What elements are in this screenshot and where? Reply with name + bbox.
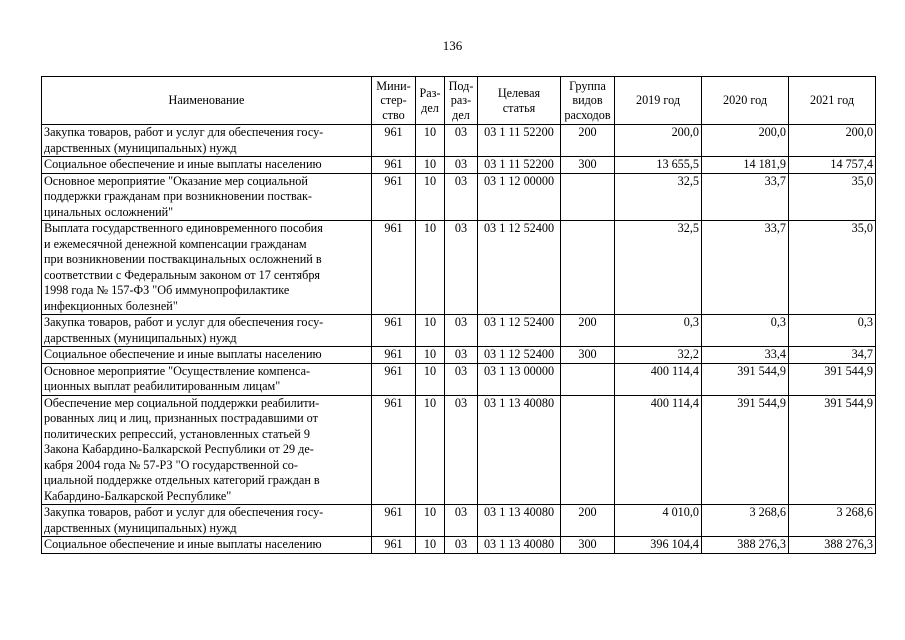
row-section: 10 <box>416 125 445 157</box>
header-2019: 2019 год <box>615 77 702 125</box>
row-2021: 34,7 <box>789 347 876 364</box>
header-ministry-line: Мини- <box>376 78 411 93</box>
row-2020: 200,0 <box>702 125 789 157</box>
row-name-line: Закупка товаров, работ и услуг для обеспечения госу- <box>44 125 324 139</box>
header-section-line: Раз- <box>419 86 441 100</box>
row-target: 03 1 13 00000 <box>478 363 561 395</box>
row-name-line: Основное мероприятие "Осуществление компенса- <box>44 363 311 378</box>
row-2021: 3 268,6 <box>789 505 876 537</box>
row-2019: 396 104,4 <box>615 537 702 554</box>
row-section: 10 <box>416 395 445 505</box>
row-target: 03 1 12 00000 <box>478 173 561 221</box>
row-2020: 388 276,3 <box>702 537 789 554</box>
row-2020: 33,7 <box>702 221 789 315</box>
row-name-line: Социальное обеспечение и иные выплаты населению <box>44 537 322 551</box>
row-section: 10 <box>416 157 445 174</box>
row-2019: 4 010,0 <box>615 505 702 537</box>
row-subsection: 03 <box>445 157 478 174</box>
row-ministry: 961 <box>372 157 416 174</box>
row-ministry: 961 <box>372 363 416 395</box>
header-group-line: видов <box>572 93 603 108</box>
row-name-cell <box>42 505 372 537</box>
row-subsection: 03 <box>445 315 478 347</box>
header-ministry-line: стер- <box>380 93 407 108</box>
header-subsection-line: раз- <box>450 93 472 108</box>
table-row <box>42 315 876 347</box>
row-target: 03 1 12 52400 <box>478 347 561 364</box>
row-name-line: Социальное обеспечение и иные выплаты населению <box>44 347 322 361</box>
row-ministry: 961 <box>372 221 416 315</box>
header-group-line: расходов <box>564 107 611 122</box>
row-section: 10 <box>416 315 445 347</box>
row-section: 10 <box>416 505 445 537</box>
row-ministry: 961 <box>372 505 416 537</box>
row-subsection: 03 <box>445 173 478 221</box>
row-target: 03 1 13 40080 <box>478 395 561 505</box>
row-name-line: Закупка товаров, работ и услуг для обеспечения госу- <box>44 505 324 519</box>
row-2021: 14 757,4 <box>789 157 876 174</box>
row-subsection: 03 <box>445 537 478 554</box>
row-name-cell <box>42 157 372 174</box>
row-ministry: 961 <box>372 315 416 347</box>
row-name-line: Обеспечение мер социальной поддержки реабилити- <box>44 395 320 410</box>
row-name-line: и ежемесячной денежной компенсации гражданам <box>44 236 307 251</box>
header-ministry <box>372 77 416 125</box>
row-section: 10 <box>416 173 445 221</box>
header-group-line: Группа <box>569 78 606 93</box>
row-group: 300 <box>561 157 615 174</box>
row-2021: 35,0 <box>789 221 876 315</box>
row-2019: 200,0 <box>615 125 702 157</box>
row-name-line: поддержки гражданам при возникновении поствак- <box>44 189 312 203</box>
row-target: 03 1 12 52400 <box>478 221 561 315</box>
row-name-line: соответствии с Федеральным законом от 17 сентября <box>44 267 321 282</box>
row-2020: 0,3 <box>702 315 789 347</box>
row-name-line: дарственных (муниципальных) нужд <box>44 330 237 345</box>
row-name-line: ционных выплат реабилитированным лицам" <box>44 379 281 393</box>
row-section: 10 <box>416 347 445 364</box>
row-2021: 391 544,9 <box>789 363 876 395</box>
row-name-line: 1998 года № 157-ФЗ "Об иммунопрофилактике <box>44 283 290 297</box>
row-group: 200 <box>561 315 615 347</box>
row-name-line: Выплата государственного единовременного пособия <box>44 221 323 235</box>
row-group: 300 <box>561 537 615 554</box>
header-2021: 2021 год <box>789 77 876 125</box>
row-2020: 33,7 <box>702 173 789 221</box>
row-name-line: Закона Кабардино-Балкарской Республики от 29 де- <box>44 442 314 456</box>
header-group <box>561 77 615 125</box>
row-2019: 32,5 <box>615 221 702 315</box>
row-name-cell <box>42 125 372 157</box>
table-row <box>42 537 876 554</box>
row-group: 200 <box>561 125 615 157</box>
row-target: 03 1 13 40080 <box>478 537 561 554</box>
row-name-line: политических репрессий, установленных статьей 9 <box>44 426 310 441</box>
row-subsection: 03 <box>445 347 478 364</box>
row-ministry: 961 <box>372 125 416 157</box>
row-subsection: 03 <box>445 125 478 157</box>
row-section: 10 <box>416 537 445 554</box>
row-target: 03 1 13 40080 <box>478 505 561 537</box>
row-group: 300 <box>561 347 615 364</box>
row-2021: 391 544,9 <box>789 395 876 505</box>
row-2020: 33,4 <box>702 347 789 364</box>
table-row <box>42 221 876 315</box>
row-name-line: инфекционных болезней" <box>44 298 178 313</box>
row-subsection: 03 <box>445 505 478 537</box>
row-group <box>561 173 615 221</box>
row-name-line: Закупка товаров, работ и услуг для обеспечения госу- <box>44 315 324 329</box>
row-name-cell <box>42 363 372 395</box>
row-name-line: при возникновении поствакцинальных осложнений в <box>44 252 322 266</box>
row-2020: 391 544,9 <box>702 363 789 395</box>
row-2019: 400 114,4 <box>615 363 702 395</box>
header-target-line: Целевая <box>497 86 541 100</box>
header-name: Наименование <box>42 77 372 125</box>
row-name-line: дарственных (муниципальных) нужд <box>44 520 237 535</box>
header-target-line: статья <box>502 100 536 115</box>
table-row <box>42 157 876 174</box>
row-section: 10 <box>416 221 445 315</box>
row-2021: 35,0 <box>789 173 876 221</box>
row-subsection: 03 <box>445 395 478 505</box>
row-ministry: 961 <box>372 347 416 364</box>
row-2019: 0,3 <box>615 315 702 347</box>
table-row <box>42 347 876 364</box>
row-name-cell <box>42 347 372 364</box>
row-2020: 391 544,9 <box>702 395 789 505</box>
header-section <box>416 77 445 125</box>
table-row <box>42 363 876 395</box>
row-subsection: 03 <box>445 363 478 395</box>
header-section-line: дел <box>421 100 439 115</box>
row-name-line: рованных лиц и лиц, признанных пострадавшими от <box>44 411 318 425</box>
row-name-line: дарственных (муниципальных) нужд <box>44 140 237 155</box>
row-2019: 32,2 <box>615 347 702 364</box>
row-group <box>561 395 615 505</box>
table-row <box>42 505 876 537</box>
row-2019: 400 114,4 <box>615 395 702 505</box>
row-subsection: 03 <box>445 221 478 315</box>
header-row <box>42 77 876 125</box>
row-name-line: кабря 2004 года № 57-РЗ "О государственной со- <box>44 457 298 472</box>
row-target: 03 1 11 52200 <box>478 157 561 174</box>
row-2020: 14 181,9 <box>702 157 789 174</box>
header-subsection-line: Под- <box>448 78 474 93</box>
row-name-cell <box>42 537 372 554</box>
row-name-line: Основное мероприятие "Оказание мер социальной <box>44 173 308 188</box>
row-section: 10 <box>416 363 445 395</box>
row-2019: 13 655,5 <box>615 157 702 174</box>
row-ministry: 961 <box>372 537 416 554</box>
row-group: 200 <box>561 505 615 537</box>
header-subsection <box>445 77 478 125</box>
row-name-line: цинальных осложнений" <box>44 204 174 219</box>
page-number: 136 <box>442 38 463 53</box>
row-name-line: циальной поддержке отдельных категорий граждан в <box>44 473 320 487</box>
table-row <box>42 395 876 505</box>
header-target <box>478 77 561 125</box>
row-target: 03 1 11 52200 <box>478 125 561 157</box>
row-target: 03 1 12 52400 <box>478 315 561 347</box>
row-name-cell <box>42 173 372 221</box>
header-subsection-line: дел <box>452 107 470 122</box>
row-group <box>561 221 615 315</box>
row-name-cell <box>42 395 372 505</box>
row-2021: 0,3 <box>789 315 876 347</box>
row-2021: 388 276,3 <box>789 537 876 554</box>
row-ministry: 961 <box>372 173 416 221</box>
row-ministry: 961 <box>372 395 416 505</box>
table-row <box>42 125 876 157</box>
header-ministry-line: ство <box>382 107 405 122</box>
row-2020: 3 268,6 <box>702 505 789 537</box>
row-name-cell <box>42 221 372 315</box>
row-name-line: Социальное обеспечение и иные выплаты населению <box>44 157 322 171</box>
row-2021: 200,0 <box>789 125 876 157</box>
table-row <box>42 173 876 221</box>
row-group <box>561 363 615 395</box>
header-2020: 2020 год <box>702 77 789 125</box>
row-2019: 32,5 <box>615 173 702 221</box>
row-name-cell <box>42 315 372 347</box>
row-name-line: Кабардино-Балкарской Республике" <box>44 488 232 503</box>
budget-table <box>41 76 876 554</box>
